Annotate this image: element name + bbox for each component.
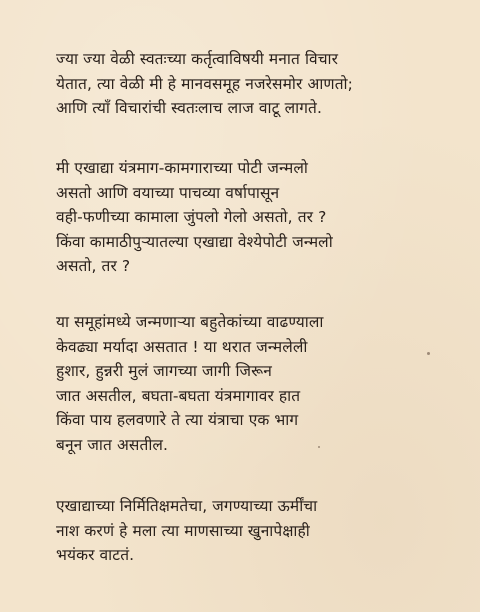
text-line: या समूहांमध्ये जन्मणाऱ्या बहुतेकांच्या वाढण्याला [56, 313, 324, 331]
stanza-4 [56, 494, 436, 568]
stanza-3 [56, 310, 436, 457]
text-line: भयंकर वाटतं. [56, 546, 135, 564]
text-line: ज्या ज्या वेळी स्वतःच्या कर्तृत्वाविषयी मनात विचार [56, 50, 339, 68]
text-line: किंवा कामाठीपुऱ्यातल्या एखाद्या वेश्येपोटी जन्मलो [56, 232, 333, 251]
text-line: जात असतील, बघता-बघता यंत्रमागावर हात [56, 386, 301, 405]
text-line: नाश करणं हे मला त्या माणसाच्या खुनापेक्षाही [56, 521, 310, 540]
text-line: असतो आणि वयाच्या पाचव्या वर्षापासून [56, 183, 280, 202]
stanza-2 [56, 156, 436, 279]
paper-speck [427, 352, 430, 355]
text-line: असतो, तर ? [56, 257, 131, 275]
stanza-1 [56, 47, 436, 121]
text-line: आणि त्यॉं विचारांची स्वतःलाच लाज वाटू लागते. [56, 99, 322, 117]
text-line: केवढ्या मर्यादा असतात ! या थरात जन्मलेली [56, 337, 308, 356]
text-line: बनून जात असतील. [56, 435, 169, 454]
text-line: येतात, त्या वेळी मी हे मानवसमूह नजरेसमोर आणतो; [56, 74, 353, 93]
paper-speck [318, 446, 320, 448]
text-line: मी एखाद्या यंत्रमाग-कामगाराच्या पोटी जन्मलो [56, 159, 308, 177]
text-line: वही-फणीच्या कामाला जुंपलो गेलो असतो, तर ? [56, 208, 327, 226]
text-line: किंवा पाय हलवणारे ते त्या यंत्राचा एक भाग [56, 411, 299, 429]
text-line: एखाद्याच्या निर्मितिक्षमतेचा, जगण्याच्या ऊर्मींचा [56, 497, 318, 515]
text-line: हुशार, हुन्नरी मुलं जागच्या जागी जिरून [56, 362, 272, 380]
